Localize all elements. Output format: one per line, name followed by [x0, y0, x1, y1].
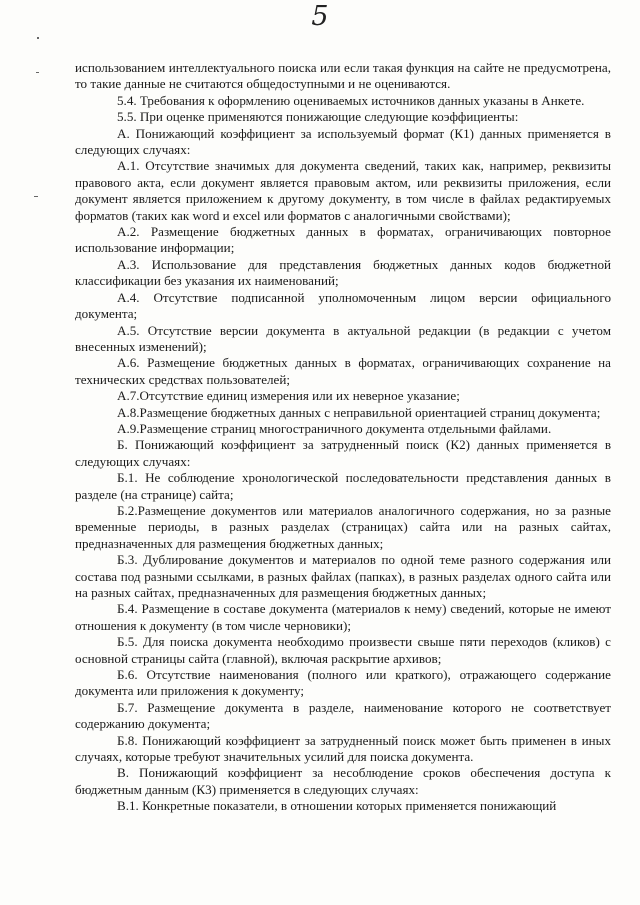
paragraph: Б.2.Размещение документов или материалов аналогичного содержания, но за разные временные периоды, в разных разделах (страницах) сайта или на разных сайтах, предназначенных для размещения бюджетных данных;: [75, 502, 611, 551]
paragraph: А.4. Отсутствие подписанной уполномоченным лицом версии официального документа;: [75, 289, 611, 322]
paragraph: А.8.Размещение бюджетных данных с неправильной ориентацией страниц документа;: [117, 404, 601, 420]
paragraph: А.9.Размещение страниц многостраничного документа отдельными файлами.: [117, 420, 552, 436]
paragraph: Б.5. Для поиска документа необходимо произвести свыше пяти переходов (кликов) с основной страницы сайта (главной), включая раскрытие архивов;: [75, 634, 611, 666]
paragraph: Б.8. Понижающий коэффициент за затрудненный поиск может быть применен в иных случаях, которые требуют значительных усилий для поиска документа.: [75, 732, 611, 765]
paragraph: А.1. Отсутствие значимых для документа сведений, таких как, например, реквизиты правового акта, если документ является правовым актом, или реквизиты приложения, если документ является приложением к другому документу, в том числе в файлах редактируемых форматов (таких как word и excel или форматов с аналогичными свойствами);: [75, 158, 611, 223]
page-number: 5: [311, 1, 329, 32]
scan-mark: [34, 196, 38, 197]
paragraph: А.7.Отсутствие единиц измерения или их неверное указание;: [117, 388, 460, 404]
paragraph: Б. Понижающий коэффициент за затрудненный поиск (К2) данных применяется в следующих случаях:: [75, 437, 611, 469]
paragraph: А.6. Размещение бюджетных данных в форматах, ограничивающих сохранение на технических средствах пользователей;: [75, 355, 611, 387]
paragraph: 5.5. При оценке применяются понижающие следующие коэффициенты:: [117, 109, 519, 125]
paragraph: Б.4. Размещение в составе документа (материалов к нему) сведений, которые не имеют отношения к документу (в том числе черновики);: [75, 601, 611, 633]
paragraph: использованием интеллектуального поиска или если такая функция на сайте не предусмотрена, то такие данные не считаются общедоступными и не оцениваются.: [75, 60, 611, 92]
paragraph: 5.4. Требования к оформлению оцениваемых источников данных указаны в Анкете.: [117, 92, 585, 108]
document-body: [75, 60, 611, 815]
paragraph: А. Понижающий коэффициент за используемый формат (К1) данных применяется в следующих случаях:: [75, 125, 611, 158]
paragraph: Б.1. Не соблюдение хронологической последовательности представления данных в разделе (на странице) сайта;: [75, 470, 611, 502]
paragraph: А.3. Использование для представления бюджетных данных кодов бюджетной классификации без указания их наименований;: [75, 256, 611, 289]
paragraph: Б.7. Размещение документа в разделе, наименование которого не соответствует содержанию документа;: [75, 699, 611, 732]
paragraph: В. Понижающий коэффициент за несоблюдение сроков обеспечения доступа к бюджетным данным (К3) применяется в следующих случаях:: [75, 765, 611, 797]
scan-mark: [37, 37, 39, 39]
paragraph: А.5. Отсутствие версии документа в актуальной редакции (в редакции с учетом внесенных изменений);: [75, 322, 611, 354]
paragraph: Б.6. Отсутствие наименования (полного или краткого), отражающего содержание документа или приложения к документу;: [75, 667, 611, 699]
paragraph: Б.3. Дублирование документов и материалов по одной теме разного содержания или состава под разными ссылками, в разных файлах (папках), в разных разделах одного сайта или на разных сайтах, предназначенных для размещения бюджетных данных;: [75, 552, 611, 600]
scan-mark: [36, 72, 39, 73]
paragraph: В.1. Конкретные показатели, в отношении которых применяется понижающий: [117, 798, 557, 814]
paragraph: А.2. Размещение бюджетных данных в форматах, ограничивающих повторное использование информации;: [75, 224, 611, 256]
